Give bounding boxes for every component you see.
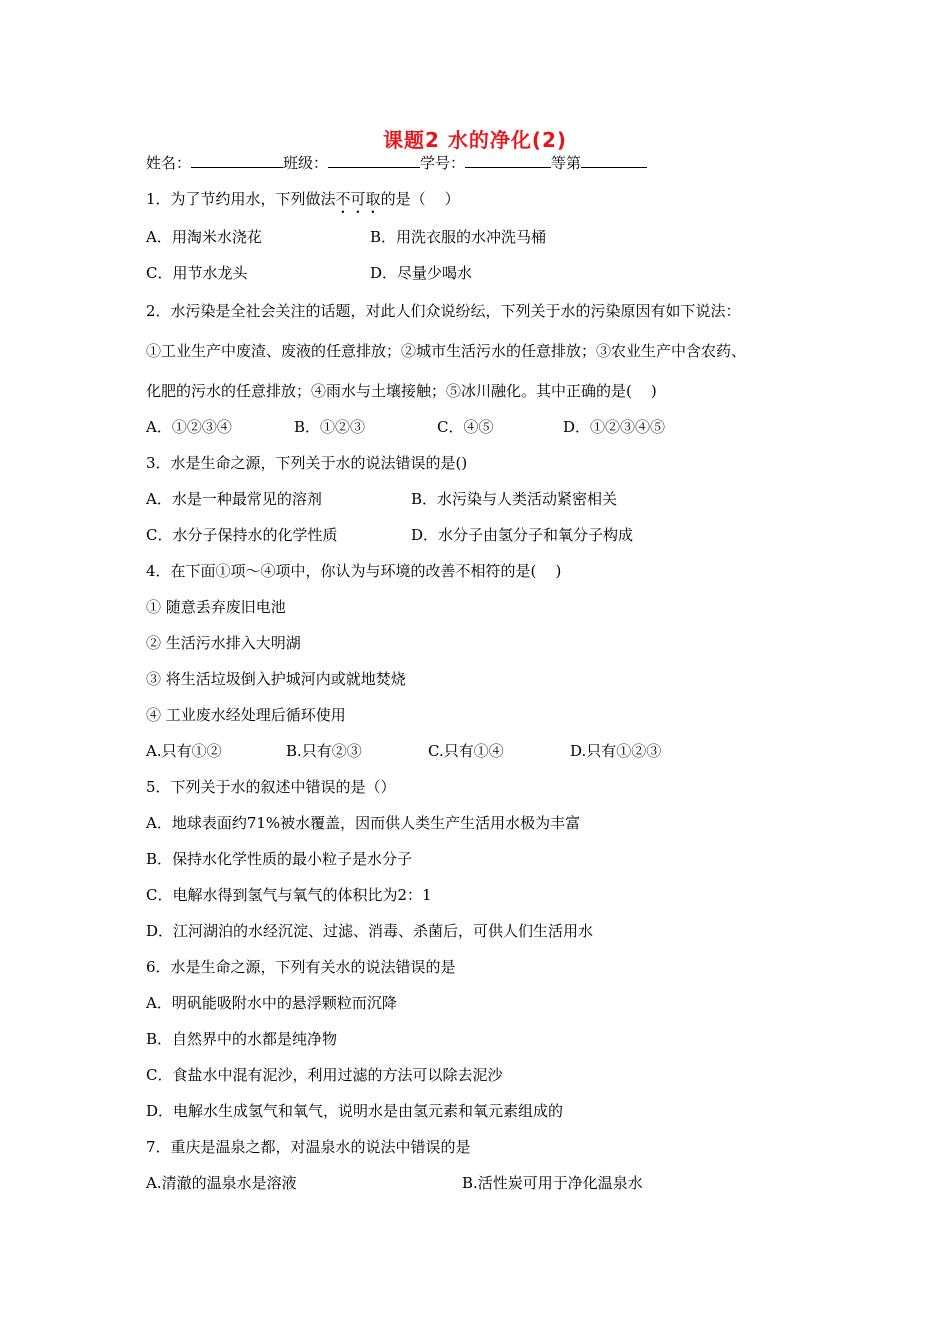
- q5-option-d: D．江河湖泊的水经沉淀、过滤、消毒、杀菌后，可供人们生活用水: [146, 922, 594, 940]
- page-title: 课题2 水的净化(2): [382, 128, 568, 152]
- grade-blank: [581, 153, 647, 168]
- question-2-stem: 2．水污染是全社会关注的话题，对此人们众说纷纭，下列关于水的污染原因有如下说法：: [146, 302, 741, 320]
- q7-option-a: A.清澈的温泉水是溶液: [146, 1174, 297, 1192]
- q1-option-b: B．用洗衣服的水冲洗马桶: [370, 228, 547, 246]
- q6-option-d: D．电解水生成氢气和氧气，说明水是由氢元素和氧元素组成的: [146, 1102, 564, 1120]
- q2-option-d: D．①②③④⑤: [563, 418, 666, 436]
- grade-label: 等第: [551, 154, 582, 172]
- q1-option-a: A．用淘米水浇花: [146, 228, 262, 246]
- q1-option-d: D．尽量少喝水: [370, 264, 473, 282]
- q6-option-a: A．明矾能吸附水中的悬浮颗粒而沉降: [146, 994, 397, 1012]
- q4-option-c: C.只有①④: [428, 742, 504, 760]
- q2-option-c: C．④⑤: [437, 418, 494, 436]
- q5-option-c: C．电解水得到氢气与氧气的体积比为2：1: [146, 886, 432, 904]
- student-info-row: [146, 153, 647, 173]
- question-3-stem: 3．水是生命之源，下列关于水的说法错误的是(): [146, 454, 468, 472]
- q4-item-4: ④ 工业废水经处理后循环使用: [146, 706, 346, 724]
- question-6-stem: 6．水是生命之源，下列有关水的说法错误的是: [146, 958, 456, 976]
- q5-option-a: A．地球表面约71%被水覆盖，因而供人类生产生活用水极为丰富: [146, 814, 581, 832]
- q7-option-b: B.活性炭可用于净化温泉水: [462, 1174, 643, 1192]
- q6-option-b: B．自然界中的水都是纯净物: [146, 1030, 338, 1048]
- q4-item-2: ② 生活污水排入大明湖: [146, 634, 301, 652]
- question-2-line-3: 化肥的污水的任意排放；④雨水与土壤接触；⑤冰川融化。其中正确的是( ): [146, 382, 657, 400]
- q2-option-a: A．①②③④: [146, 418, 232, 436]
- q3-option-a: A．水是一种最常见的溶剂: [146, 490, 322, 508]
- q4-option-b: B.只有②③: [286, 742, 362, 760]
- question-1-stem: 1．为了节约用水，下列做法不可取的是（ ）: [146, 190, 460, 208]
- class-label: 班级：: [283, 154, 329, 172]
- q4-item-1: ① 随意丢弃废旧电池: [146, 598, 286, 616]
- q4-option-a: A.只有①②: [146, 742, 222, 760]
- q4-item-3: ③ 将生活垃圾倒入护城河内或就地焚烧: [146, 670, 406, 688]
- q1-option-c: C．用节水龙头: [146, 264, 248, 282]
- name-label: 姓名：: [146, 154, 192, 172]
- number-blank: [465, 153, 551, 168]
- q3-option-d: D．水分子由氢分子和氧分子构成: [411, 526, 634, 544]
- emphasized-text: 不可取: [335, 190, 381, 208]
- class-blank: [328, 153, 420, 168]
- q3-option-b: B．水污染与人类活动紧密相关: [411, 490, 618, 508]
- question-4-stem: 4．在下面①项～④项中，你认为与环境的改善不相符的是( ): [146, 562, 562, 580]
- name-blank: [191, 153, 283, 168]
- q2-option-b: B．①②③: [294, 418, 366, 436]
- number-label: 学号：: [420, 154, 466, 172]
- q3-option-c: C．水分子保持水的化学性质: [146, 526, 338, 544]
- question-5-stem: 5．下列关于水的叙述中错误的是（）: [146, 778, 396, 796]
- question-2-line-2: ①工业生产中废渣、废液的任意排放；②城市生活污水的任意排放；③农业生产中含农药、: [146, 342, 747, 360]
- q4-option-d: D.只有①②③: [570, 742, 662, 760]
- q5-option-b: B．保持水化学性质的最小粒子是水分子: [146, 850, 413, 868]
- q6-option-c: C．食盐水中混有泥沙，利用过滤的方法可以除去泥沙: [146, 1066, 503, 1084]
- question-7-stem: 7．重庆是温泉之都，对温泉水的说法中错误的是: [146, 1138, 471, 1156]
